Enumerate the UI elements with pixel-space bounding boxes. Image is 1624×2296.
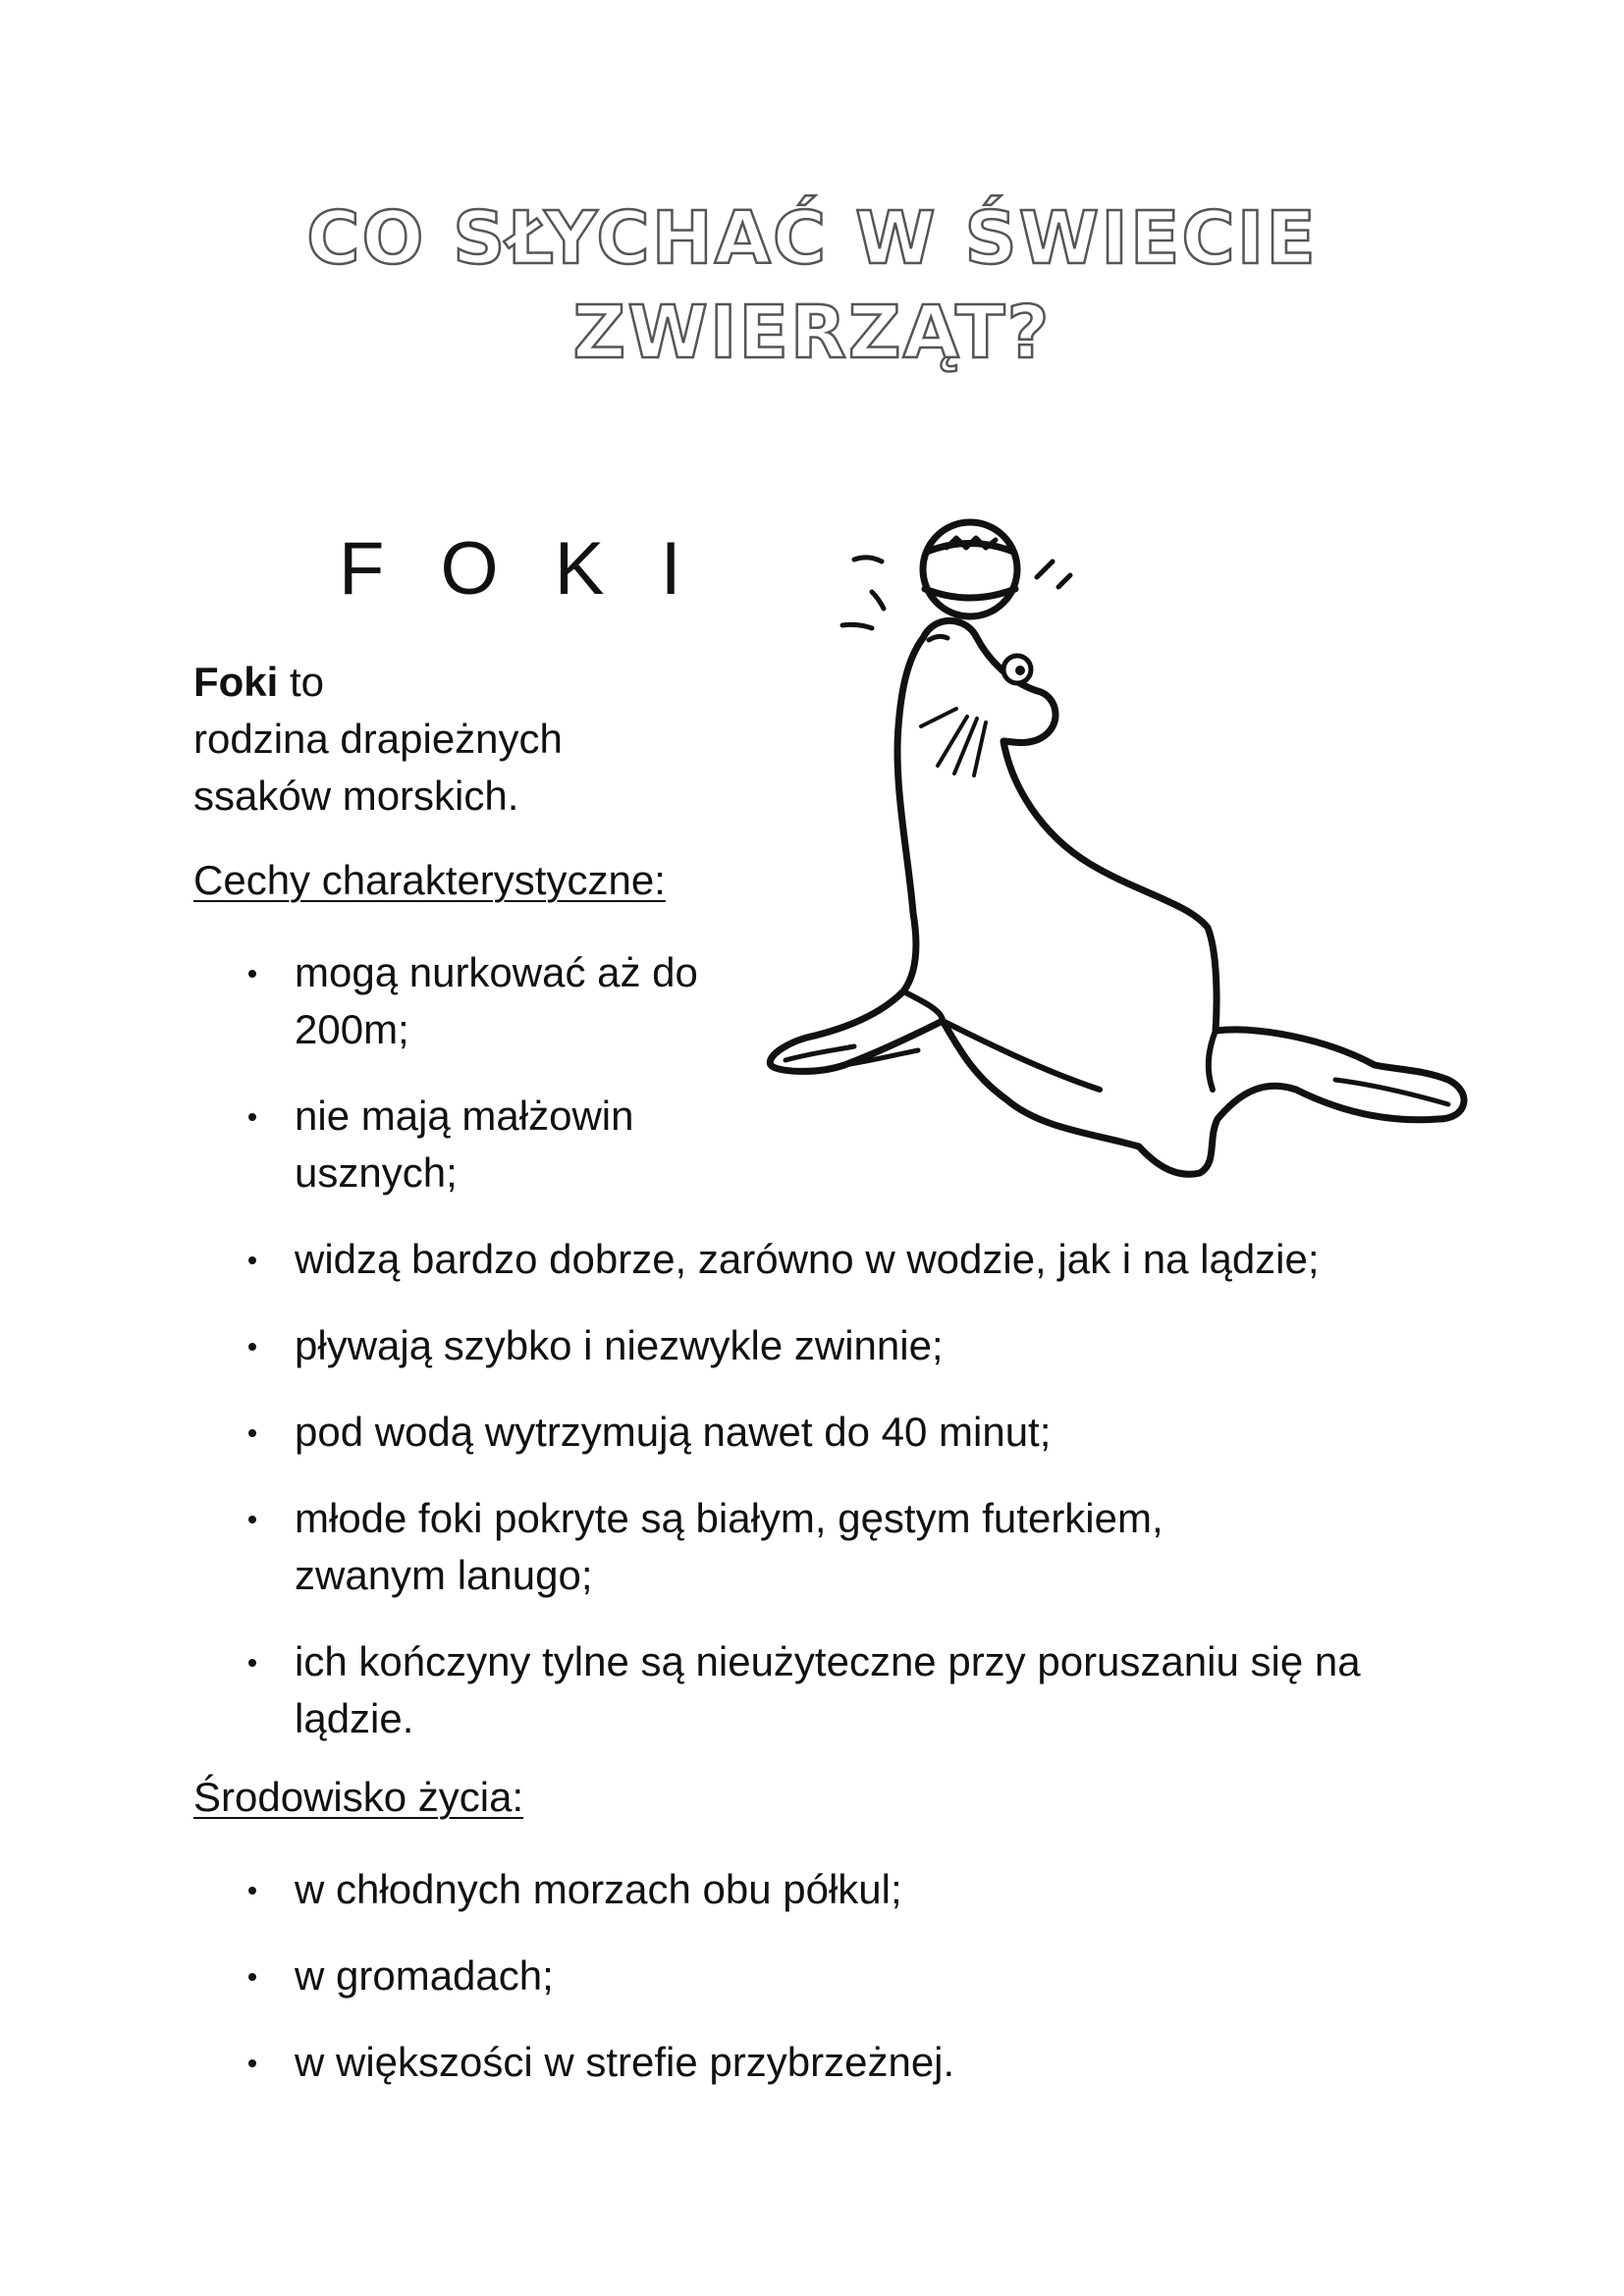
list-item <box>0 1404 1453 1461</box>
list-item <box>0 1231 1453 1288</box>
list-item-line: pływają szybko i niezwykle zwinnie; <box>295 1322 944 1368</box>
list-item-line: usznych; <box>295 1149 458 1196</box>
ball-icon <box>923 522 1017 616</box>
traits-heading: Cechy charakterystyczne: <box>193 857 666 903</box>
bullet-icon <box>248 1256 256 1264</box>
list-item-line: zwanym lanugo; <box>295 1552 593 1598</box>
list-item-line: młode foki pokryte są białym, gęstym futerkiem, <box>295 1495 1164 1541</box>
list-item-line: 200m; <box>295 1006 409 1052</box>
section-title: F O K I <box>339 527 699 611</box>
bullet-icon <box>248 1973 256 1981</box>
bullet-icon <box>248 1343 256 1351</box>
intro-line-3: ssaków morskich. <box>193 773 519 819</box>
intro-term: Foki <box>193 659 279 705</box>
bullet-icon <box>248 1659 256 1667</box>
habitat-heading: Środowisko życia: <box>193 1774 524 1820</box>
bullet-icon <box>248 2059 256 2067</box>
seal-eye-icon <box>1003 656 1031 683</box>
list-item-line: w chłodnych morzach obu półkul; <box>295 1866 902 1912</box>
intro-line-2: rodzina drapieżnych <box>193 716 563 762</box>
list-item <box>0 1490 1453 1604</box>
list-item <box>0 2034 1375 2091</box>
page-header <box>0 191 1624 380</box>
list-item-line: mogą nurkować aż do <box>295 949 698 995</box>
habitat-list <box>0 1861 1375 2120</box>
list-item-line: lądzie. <box>295 1695 414 1741</box>
bullet-icon <box>248 1516 256 1523</box>
list-item-line: nie mają małżowin <box>295 1093 634 1139</box>
list-item <box>0 1633 1453 1747</box>
bullet-icon <box>248 1887 256 1895</box>
list-item <box>0 1088 727 1201</box>
list-item-line: w większości w strefie przybrzeżnej. <box>295 2039 955 2085</box>
list-item <box>0 944 727 1058</box>
header-line-1: CO SŁYCHAĆ W ŚWIECIE <box>306 196 1318 281</box>
seal-body-outline <box>770 620 1464 1174</box>
header-line-2: ZWIERZĄT? <box>572 291 1052 375</box>
list-item-line: widzą bardzo dobrze, zarówno w wodzie, jak i na lądzie; <box>295 1236 1320 1282</box>
bullet-icon <box>248 1113 256 1121</box>
list-item <box>0 1317 1453 1374</box>
bullet-icon <box>248 1429 256 1437</box>
bullet-icon <box>248 970 256 978</box>
intro-paragraph <box>193 654 704 825</box>
list-item-line: pod wodą wytrzymują nawet do 40 minut; <box>295 1409 1052 1455</box>
list-item-line: ich kończyny tylne są nieużyteczne przy poruszaniu się na <box>295 1638 1361 1684</box>
list-item <box>0 1861 1375 1918</box>
intro-line-1 <box>193 654 704 711</box>
intro-rest: to <box>278 659 325 705</box>
list-item <box>0 1948 1375 2004</box>
seal-balancing-ball-icon <box>746 491 1591 1198</box>
list-item-line: w gromadach; <box>295 1952 554 1999</box>
